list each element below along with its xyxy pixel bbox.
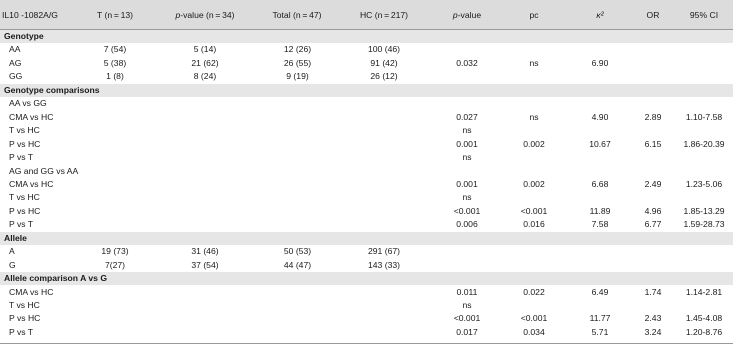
- section-row: [0, 273, 733, 284]
- section-row: [0, 85, 733, 96]
- cell-tot: 12 (26): [283, 44, 312, 55]
- cell-pv: 8 (24): [193, 71, 217, 82]
- cell-hc: 143 (33): [367, 259, 400, 270]
- header-or: OR: [646, 10, 660, 20]
- table-row: [0, 44, 733, 55]
- cell-ci: 1.23-5.06: [685, 178, 723, 189]
- cell-pc: <0.001: [520, 313, 548, 324]
- cell-t: 19 (73): [101, 246, 129, 257]
- cell-pv: 21 (62): [191, 57, 219, 68]
- cell-ci: 1.85-13.29: [683, 205, 725, 216]
- cell-p2: ns: [462, 152, 472, 163]
- table-row: [0, 260, 733, 271]
- row-label: AA: [9, 44, 21, 55]
- row-label: G: [9, 259, 16, 270]
- cell-tot: 9 (19): [286, 71, 309, 82]
- table-row: [0, 179, 733, 190]
- cell-pc: 0.002: [523, 138, 545, 149]
- row-label: CMA vs HC: [9, 178, 54, 189]
- cell-k: 11.77: [589, 313, 611, 324]
- table-row: [0, 71, 733, 82]
- cell-pc: 0.034: [523, 326, 545, 337]
- header-hc: HC (n = 217): [359, 10, 409, 20]
- cell-k: 4.90: [591, 111, 609, 122]
- section-row: [0, 233, 733, 244]
- cell-p2: 0.032: [456, 57, 478, 68]
- header-pc: pc: [529, 10, 539, 20]
- cell-hc: 291 (67): [367, 246, 400, 257]
- table-row: [0, 125, 733, 136]
- cell-tot: 44 (47): [283, 259, 312, 270]
- cell-p2: ns: [462, 125, 472, 136]
- cell-p2: 0.027: [456, 111, 478, 122]
- cell-pc: <0.001: [520, 205, 548, 216]
- header-total: Total (n = 47): [272, 10, 322, 20]
- cell-p2: 0.017: [456, 326, 478, 337]
- cell-pc: ns: [529, 111, 539, 122]
- table-row: [0, 219, 733, 230]
- row-label: CMA vs HC: [9, 111, 54, 122]
- cell-hc: 100 (46): [367, 44, 400, 55]
- bottom-rule: [0, 343, 733, 344]
- row-label: P vs T: [9, 326, 34, 337]
- cell-pc: ns: [529, 57, 539, 68]
- header-pvalue-2: [432, 10, 502, 20]
- cell-ci: 1.20-8.76: [685, 326, 723, 337]
- row-label: Genotype: [4, 31, 44, 41]
- cell-or: 3.24: [644, 326, 662, 337]
- cell-p2: ns: [462, 192, 472, 203]
- cell-or: 1.74: [644, 286, 662, 297]
- table-row: [0, 139, 733, 150]
- row-label: T vs HC: [9, 125, 40, 136]
- cell-k: 6.68: [591, 178, 609, 189]
- header-gene: IL10 -1082A/G: [2, 10, 58, 20]
- cell-tot: 26 (55): [283, 57, 312, 68]
- row-label: T vs HC: [9, 192, 40, 203]
- row-label: P vs HC: [9, 313, 41, 324]
- row-label: AG and GG vs AA: [9, 165, 79, 176]
- row-label: T vs HC: [9, 300, 40, 310]
- table-row: [0, 58, 733, 69]
- cell-or: 6.15: [644, 138, 662, 149]
- cell-hc: 26 (12): [370, 71, 398, 82]
- table-header: [0, 0, 733, 29]
- row-label: AA vs GG: [9, 98, 47, 109]
- cell-t: 7 (54): [103, 44, 127, 55]
- cell-k: 7.58: [591, 219, 609, 230]
- row-label: P vs HC: [9, 138, 41, 149]
- table-row: [0, 192, 733, 203]
- table-row: [0, 112, 733, 123]
- cell-p2: ns: [462, 300, 472, 310]
- row-label: A: [9, 246, 15, 257]
- header-ci: 95% CI: [689, 10, 719, 20]
- cell-p2: <0.001: [453, 205, 481, 216]
- table-row: [0, 300, 733, 311]
- table-row: [0, 166, 733, 177]
- row-label: P vs HC: [9, 205, 41, 216]
- cell-t: 5 (38): [103, 57, 127, 68]
- cell-or: 2.43: [644, 313, 662, 324]
- cell-pv: 31 (46): [191, 246, 219, 257]
- cell-k: 11.89: [589, 205, 611, 216]
- cell-ci: 1.59-28.73: [683, 219, 725, 230]
- cell-p2: 0.001: [456, 138, 478, 149]
- cell-tot: 50 (53): [283, 246, 312, 257]
- row-label: P vs T: [9, 219, 34, 230]
- cell-ci: 1.10-7.58: [685, 111, 723, 122]
- header-pvalue-p: p: [175, 10, 181, 20]
- table-row: [0, 313, 733, 324]
- cell-k: 5.71: [591, 326, 609, 337]
- cell-ci: 1.14-2.81: [685, 286, 723, 297]
- row-label: P vs T: [9, 152, 34, 163]
- cell-p2: 0.001: [456, 178, 478, 189]
- row-label: CMA vs HC: [9, 286, 54, 297]
- table-row: [0, 98, 733, 109]
- cell-t: 1 (8): [106, 71, 124, 82]
- cell-p2: 0.006: [456, 219, 478, 230]
- cell-p2: 0.011: [456, 286, 478, 297]
- cell-p2: <0.001: [453, 313, 481, 324]
- cell-t: 7(27): [104, 259, 126, 270]
- cell-ci: 1.86-20.39: [683, 138, 725, 149]
- cell-k: 6.90: [591, 57, 609, 68]
- row-label: Allele: [4, 232, 27, 243]
- cell-or: 4.96: [644, 205, 662, 216]
- header-pvalue: [165, 10, 245, 20]
- table-row: [0, 327, 733, 338]
- cell-k: 10.67: [589, 138, 611, 149]
- cell-pc: 0.002: [523, 178, 545, 189]
- section-row: [0, 31, 733, 42]
- cell-pv: 5 (14): [193, 44, 217, 55]
- table-row: [0, 152, 733, 163]
- header-pvalue-2-p: p: [452, 10, 458, 20]
- table-row: [0, 287, 733, 298]
- cell-or: 6.77: [644, 219, 662, 230]
- table-row: [0, 206, 733, 217]
- header-pvalue-rest: -value (n = 34): [180, 10, 235, 20]
- cell-or: 2.49: [644, 178, 662, 189]
- header-t: T (n = 13): [96, 10, 133, 20]
- row-label: Genotype comparisons: [4, 84, 100, 95]
- cell-pv: 37 (54): [191, 259, 219, 270]
- row-label: GG: [9, 71, 23, 82]
- cell-pc: 0.022: [523, 286, 545, 297]
- row-label: AG: [9, 57, 22, 68]
- cell-or: 2.89: [644, 111, 662, 122]
- cell-pc: 0.016: [523, 219, 545, 230]
- row-label: Allele comparison A vs G: [4, 273, 107, 284]
- header-pvalue-2-rest: -value: [457, 10, 482, 20]
- cell-k: 6.49: [591, 286, 609, 297]
- header-kappa-symbol: κ²: [596, 10, 604, 20]
- table-row: [0, 246, 733, 257]
- header-kappa: [570, 10, 630, 20]
- cell-hc: 91 (42): [370, 57, 398, 68]
- cell-ci: 1.45-4.08: [685, 313, 723, 324]
